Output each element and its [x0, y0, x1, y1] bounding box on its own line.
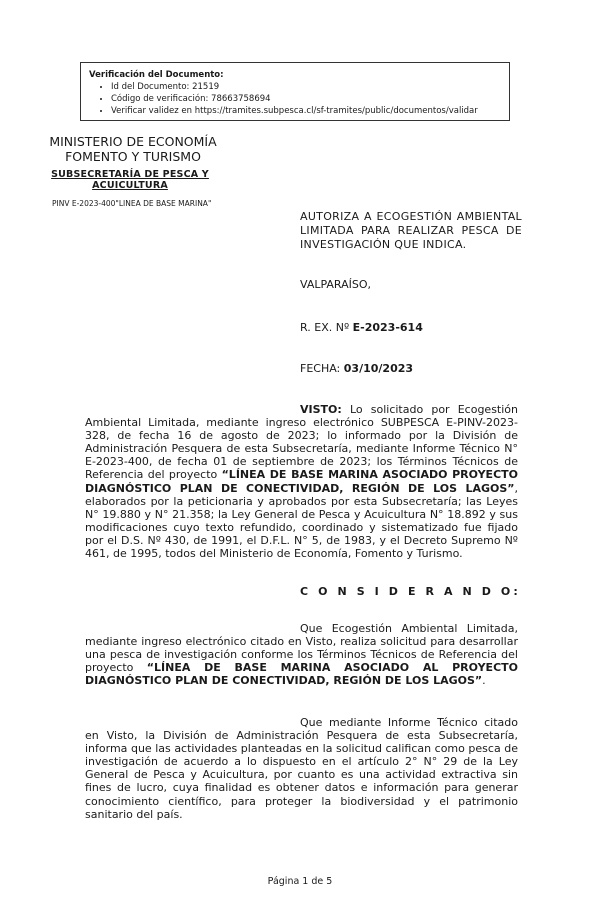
- p1-project: “LÍNEA DE BASE MARINA ASOCIADO AL PROYECTO DIAGNÓSTICO PLAN DE CONECTIVIDAD, REGIÓN DE LOS LAGOS”: [85, 661, 518, 688]
- p2-text: Que mediante Informe Técnico citado en Visto, la División de Administración Pesquera de esta Subsecretaría, informa que las actividades planteadas en la solicitud califican como pesca de investigación de acuerdo a lo dispuesto en el artículo 2° N° 29 de la Ley General de Pesca y Acuicultura, por cuanto es una actividad extractiva sin fines de lucro, cuya finalidad es obtener datos e información para generar conocimiento científico, para proteger la biodiversidad y el patrimonio sanitario del país.: [85, 716, 518, 821]
- verification-id: • Id del Documento: 21519: [111, 81, 509, 93]
- subsecretaria-line-1: SUBSECRETARÍA DE PESCA Y: [51, 169, 209, 180]
- fecha-value: 03/10/2023: [343, 362, 414, 375]
- visto-label: VISTO:: [300, 403, 342, 416]
- verification-list: [89, 81, 509, 117]
- considerando-paragraph-2: [85, 716, 518, 821]
- subsecretaria-line-2: ACUICULTURA: [92, 180, 168, 191]
- city: VALPARAÍSO,: [300, 278, 372, 291]
- verification-title: Verificación del Documento:: [89, 70, 224, 80]
- ministry-line-1: MINISTERIO DE ECONOMÍA: [49, 134, 217, 149]
- rex-label: R. EX. Nº: [300, 321, 350, 334]
- considerando-paragraph-1: [85, 622, 518, 687]
- visto-paragraph: [85, 403, 518, 560]
- subsecretaria-header: [40, 169, 220, 191]
- verification-url[interactable]: • Verificar validez en https://tramites.subpesca.cl/sf-tramites/public/documentos/validar: [111, 105, 509, 117]
- ministry-line-2: FOMENTO Y TURISMO: [65, 149, 201, 164]
- pinv-reference: PINV E-2023-400"LINEA DE BASE MARINA": [52, 199, 212, 208]
- visto-text-a: Lo solicitado por Ecogestión Ambiental Limitada, mediante ingreso electrónico SUBPESCA E-PINV-2023-328, de fecha 16 de agosto de 2023; lo informado por la División de Administración Pesquera de esta Subsecretaría, mediante Informe Técnico N° E-2023-400, de fecha 01 de septiembre de 2023; los Términos Técnicos de Referencia del proyecto: [85, 403, 518, 482]
- resolution-title: AUTORIZA A ECOGESTIÓN AMBIENTAL LIMITADA PARA REALIZAR PESCA DE INVESTIGACIÓN QUE INDICA.: [300, 210, 522, 251]
- verification-code: • Código de verificación: 78663758694: [111, 93, 509, 105]
- fecha-label: FECHA:: [300, 362, 341, 375]
- resolution-date: [300, 362, 413, 376]
- ministry-header: [38, 134, 228, 164]
- visto-project: “LÍNEA DE BASE MARINA ASOCIADO PROYECTO DIAGNÓSTICO PLAN DE CONECTIVIDAD, REGIÓN DE LOS LAGOS”: [85, 468, 518, 495]
- p1-text: Que Ecogestión Ambiental Limitada, mediante ingreso electrónico citado en Visto, realiza solicitud para desarrollar una pesca de investigación conforme los Términos Técnicos de Referencia del proyecto: [85, 622, 518, 675]
- rex-value: E-2023-614: [352, 321, 423, 334]
- p1-end: .: [482, 674, 486, 688]
- verification-box: [80, 62, 510, 121]
- resolution-number: [300, 321, 423, 335]
- page-number: Página 1 de 5: [267, 876, 333, 887]
- visto-text-b: , elaborados por la peticionaria y aprobados por esta Subsecretaría; las Leyes N° 19.880 y N° 21.358; la Ley General de Pesca y Acuicultura N° 18.892 y sus modificaciones cuyo texto refundido, coordinado y sistematizado fue fijado por el D.S. Nº 430, de 1991, el D.F.L. N° 5, de 1983, y el Decreto Supremo Nº 461, de 1995, todos del Ministerio de Economía, Fomento y Turismo.: [85, 481, 518, 561]
- considerando-heading: C O N S I D E R A N D O:: [300, 585, 521, 598]
